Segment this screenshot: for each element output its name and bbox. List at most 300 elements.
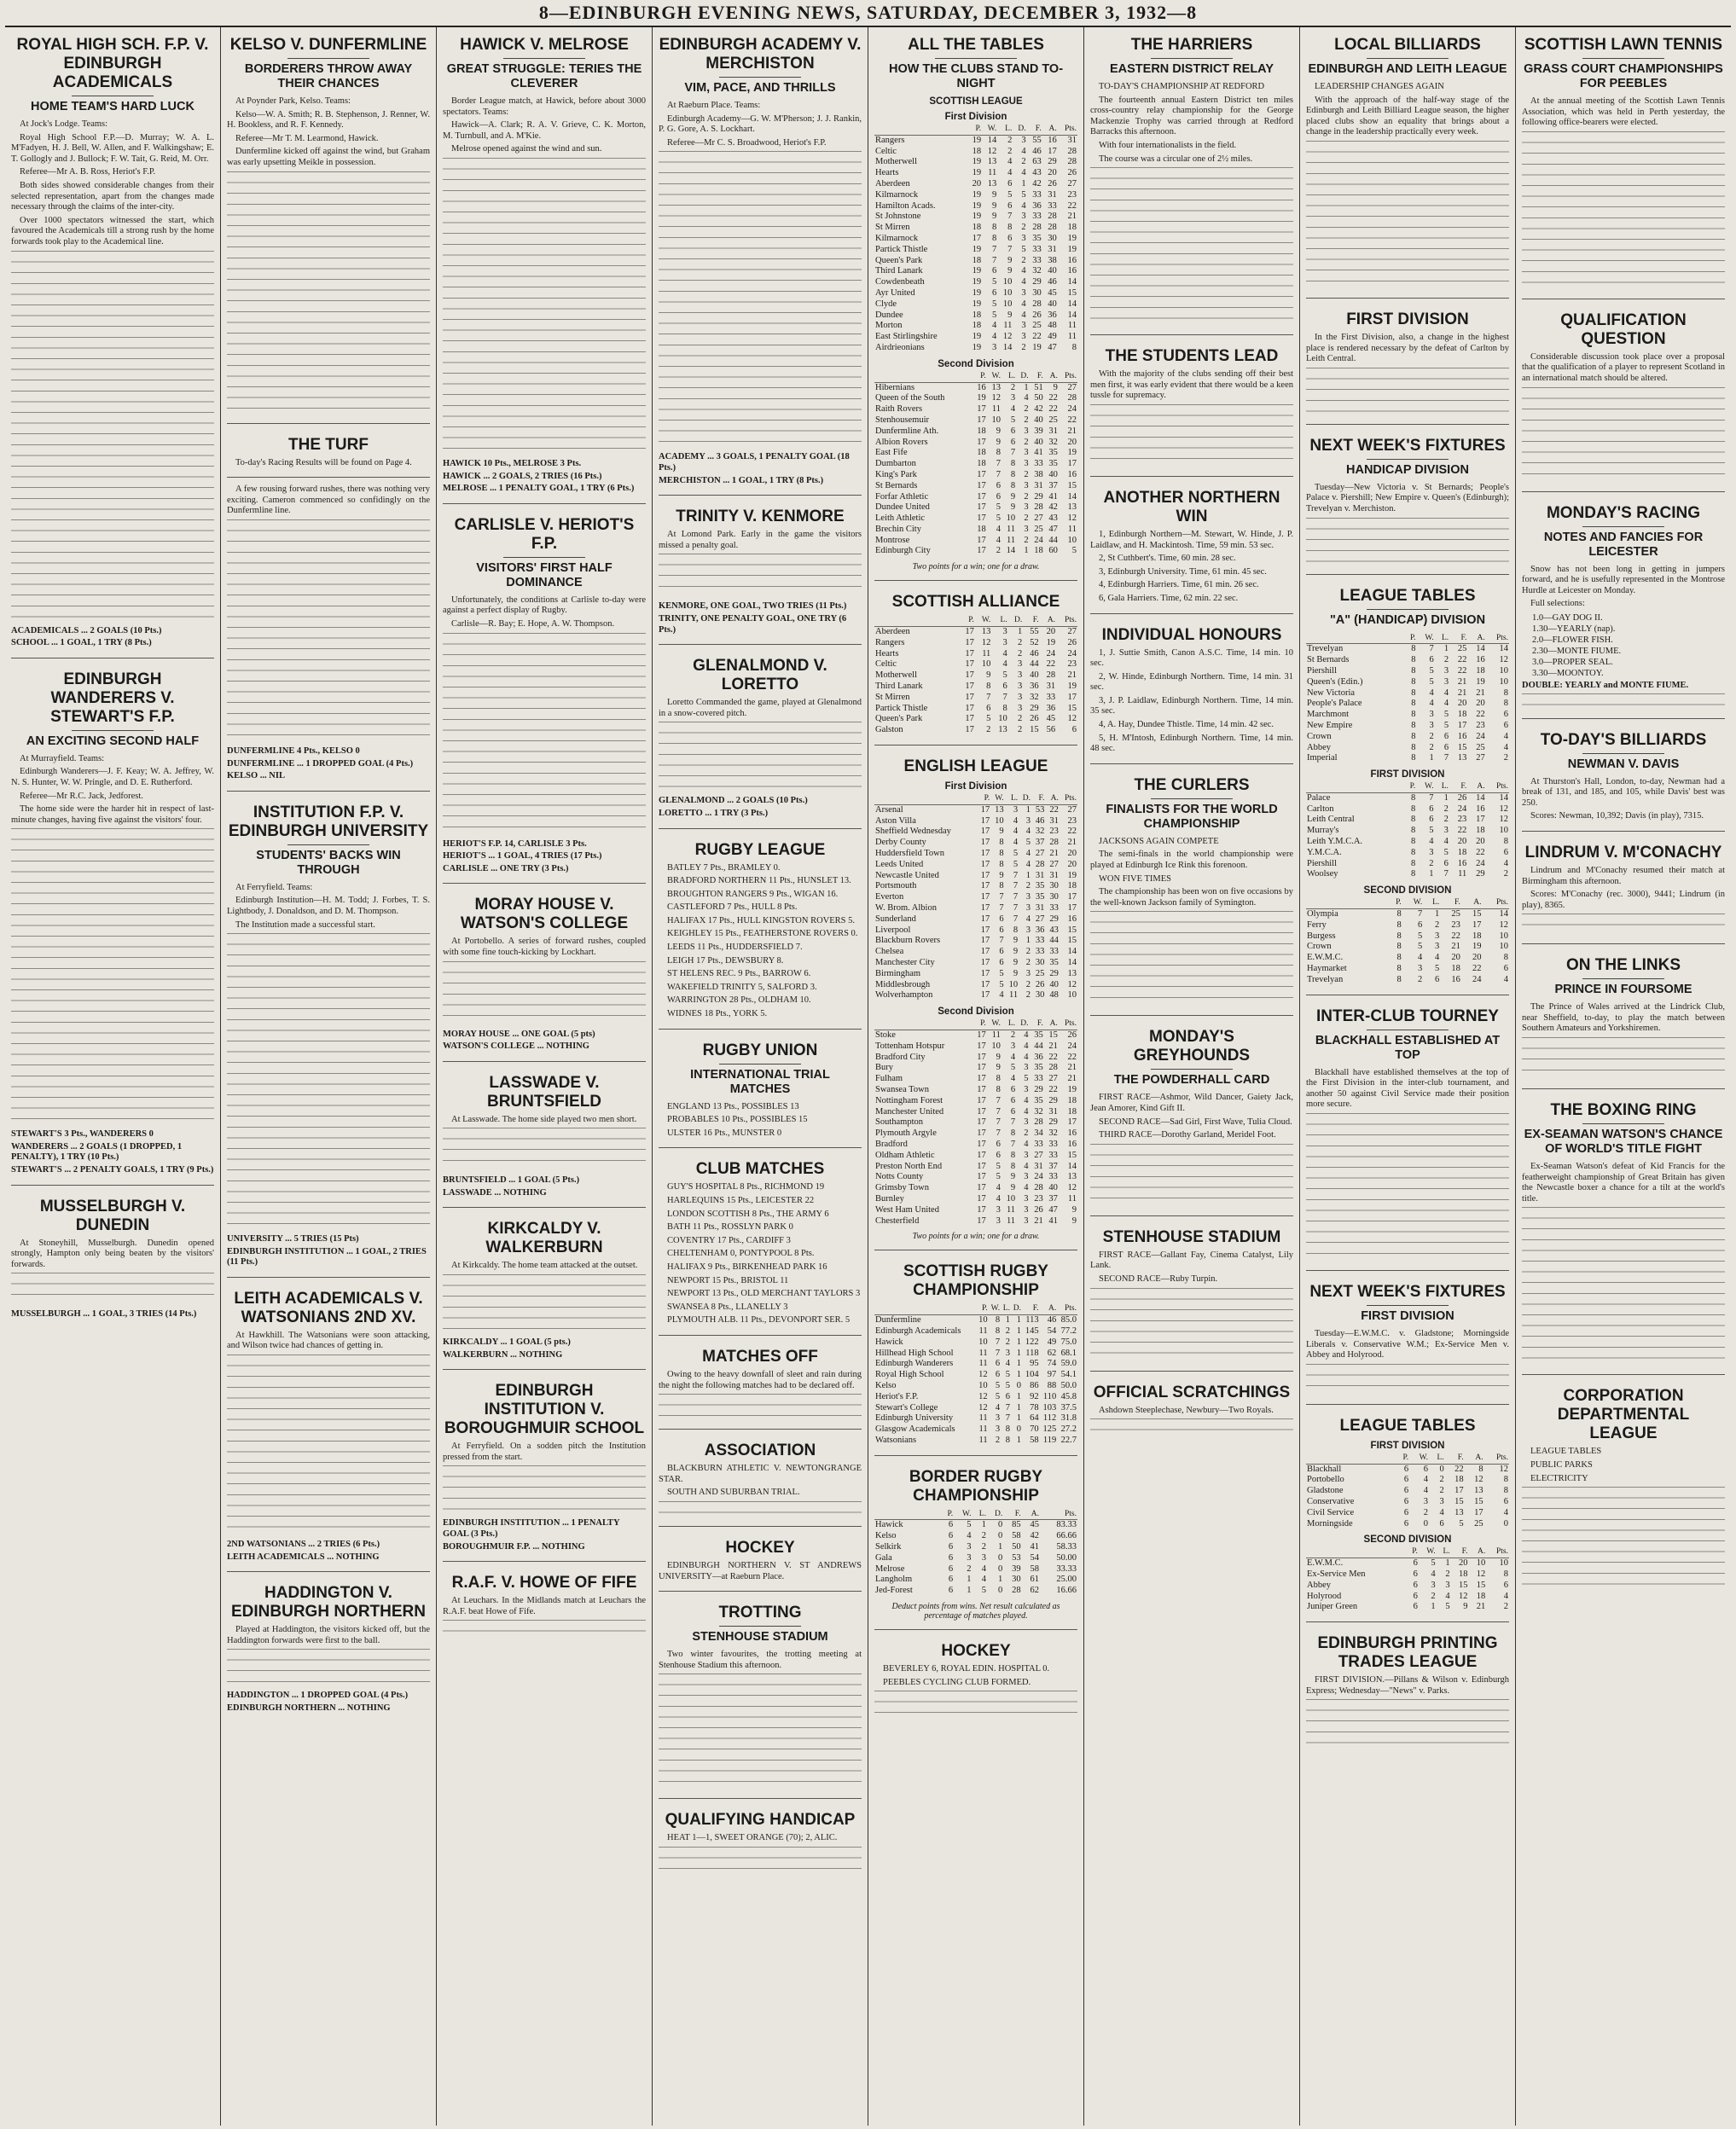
table-header-cell: A.: [1461, 897, 1483, 908]
table-cell: 2: [1025, 881, 1031, 891]
table-cell: 16: [1476, 803, 1485, 814]
table-cell: 9: [1010, 502, 1016, 513]
table-cell: 7: [1013, 903, 1019, 914]
result-line: WATSON'S COLLEGE ... NOTHING: [443, 1041, 589, 1052]
table-cell: 5: [1429, 665, 1434, 676]
table-cell: 8: [1396, 974, 1402, 984]
table-cell: 2: [1024, 1128, 1029, 1139]
table-cell: 26: [1035, 979, 1045, 989]
body-text-lines: [11, 251, 214, 621]
story: [659, 1429, 862, 1517]
table-cell: 6: [1413, 1569, 1418, 1579]
result-line: CARLISLE ... ONE TRY (3 Pts.): [443, 863, 569, 873]
story: [659, 1029, 862, 1140]
story-headline: TO-DAY'S BILLIARDS: [1540, 730, 1707, 749]
table-cell: 8: [995, 1315, 1001, 1326]
table-cell: 21: [1067, 670, 1077, 681]
story-subheadline: NOTES AND FANCIES FOR LEICESTER: [1543, 530, 1704, 559]
table-row: [874, 627, 1077, 638]
table-cell: 17: [977, 1117, 986, 1128]
table-cell: 44: [1048, 535, 1058, 545]
table-cell: 16: [1067, 1139, 1077, 1149]
body-text-lines: [227, 519, 430, 741]
divider-rule: [1582, 1123, 1663, 1124]
table-cell: 7: [1013, 870, 1019, 880]
table-cell: 9: [1007, 310, 1013, 320]
team-name: Tottenham Hotspur: [875, 1041, 945, 1051]
table-row: [874, 1349, 1077, 1360]
story-paragraph: The championship has been won on five occasions by the well-known Jackson family of Symington.: [1090, 887, 1293, 908]
table-cell: 4: [1002, 648, 1007, 658]
table-cell: 12: [1067, 513, 1077, 524]
table-cell: 5: [1025, 838, 1031, 848]
table-cell: 3: [1025, 968, 1031, 978]
team-name: Palace: [1307, 792, 1331, 803]
table-cell: 35: [1048, 448, 1058, 458]
league-table: [874, 1509, 1077, 1597]
table-cell: 8: [1411, 665, 1416, 676]
table-cell: 10: [1002, 299, 1013, 309]
table-cell: 1: [1005, 1315, 1010, 1326]
table-cell: 13: [1457, 753, 1467, 763]
table-cell: 1: [1016, 1435, 1022, 1445]
table-cell: 118: [1025, 1348, 1039, 1358]
table-cell: 12: [1499, 655, 1508, 665]
table-cell: 20: [972, 178, 982, 189]
table-cell: 2: [1439, 1486, 1444, 1496]
team-name: Trevelyan: [1307, 644, 1344, 654]
table-cell: 11: [1067, 1193, 1077, 1204]
table-row: [874, 1326, 1077, 1337]
story: [1522, 36, 1725, 290]
table-cell: 6: [999, 925, 1004, 935]
story-paragraph: HEAT 1—1, SWEET ORANGE (70); 2, ALIC.: [667, 1833, 838, 1843]
table-row: [1306, 743, 1509, 754]
story: [1306, 1621, 1509, 1747]
table-header-cell: W.: [990, 793, 1004, 804]
table-cell: 6: [999, 914, 1004, 924]
table-cell: 24: [1067, 648, 1077, 658]
table-cell: 33: [1049, 947, 1059, 957]
table-cell: 27: [1034, 1150, 1043, 1160]
league-table: [874, 371, 1077, 558]
table-cell: 22: [1451, 931, 1460, 941]
table-cell: 11: [1003, 321, 1013, 331]
team-name: East Stirlingshire: [875, 332, 938, 342]
table-cell: 23: [1067, 815, 1077, 826]
result-line: BRUNTSFIELD ... 1 GOAL (5 Pts.): [443, 1175, 580, 1186]
table-cell: 6: [1007, 233, 1013, 243]
table-cell: 5: [1071, 546, 1077, 556]
team-name: Abbey: [1307, 1580, 1331, 1590]
table-header-cell: W.: [1419, 1546, 1437, 1558]
table-cell: 7: [996, 1128, 1001, 1139]
table-cell: 7: [1005, 1413, 1010, 1424]
table-cell: 17: [1067, 903, 1077, 914]
table-cell: 6: [1443, 858, 1449, 868]
table-cell: 20: [1067, 859, 1077, 869]
table-header-cell: [1306, 1453, 1396, 1464]
body-text-lines: [1090, 404, 1293, 467]
table-cell: 32: [1048, 1128, 1058, 1139]
table-cell: 9: [1013, 947, 1019, 957]
table-header-cell: [1306, 633, 1404, 644]
table-cell: 17: [977, 1063, 986, 1073]
table-cell: 10: [981, 659, 991, 670]
table-row: [874, 871, 1077, 882]
team-name: Carlton: [1307, 803, 1334, 814]
table-row: [874, 1424, 1077, 1436]
table-cell: 33: [1032, 212, 1042, 222]
story-subheadline: EDINBURGH AND LEITH LEAGUE: [1308, 62, 1507, 76]
table-cell: 2: [1443, 815, 1449, 825]
league-table: [1306, 633, 1509, 765]
table-cell: 33: [1032, 244, 1042, 254]
table-cell: 26: [1457, 792, 1467, 803]
table-cell: 1: [1431, 1602, 1436, 1612]
table-cell: 4: [1021, 277, 1026, 287]
table-header-cell: W.: [982, 124, 997, 135]
table-cell: 17: [977, 1139, 986, 1149]
table-cell: 43: [1032, 168, 1042, 178]
result-line: EDINBURGH NORTHERN ... NOTHING: [227, 1703, 391, 1714]
team-name: Crown: [1307, 731, 1332, 741]
story: [874, 745, 1077, 1241]
table-cell: 9: [1007, 266, 1013, 276]
team-name: Rangers: [875, 135, 905, 145]
table-cell: 3: [1025, 815, 1031, 826]
table-row: [874, 470, 1077, 481]
table-row: [874, 849, 1077, 860]
body-text-lines: [443, 961, 646, 1024]
table-cell: 11: [982, 648, 991, 658]
result-line: ACADEMY ... 3 GOALS, 1 PENALTY GOAL (18 Pts.): [659, 452, 850, 473]
table-cell: 4: [1423, 1486, 1429, 1496]
table-row: [1306, 909, 1509, 920]
story-paragraph: Edinburgh Academy—G. W. M'Pherson; J. J. Rankin, P. G. Gore, A. S. Lockhart.: [659, 113, 862, 135]
table-row: [1306, 666, 1509, 677]
masthead: 8—EDINBURGH EVENING NEWS, SATURDAY, DECEMBER 3, 1932—8: [5, 0, 1731, 27]
story-subheadline: NEWMAN V. DAVIS: [1567, 757, 1680, 771]
column-5: [868, 27, 1084, 2126]
table-header-cell: F.: [1023, 615, 1039, 626]
table-cell: 4: [1423, 1475, 1429, 1485]
table-row: [874, 536, 1077, 547]
result-line: UNIVERSITY ... 5 TRIES (15 Pts): [227, 1234, 359, 1244]
table-cell: 15: [1048, 1030, 1058, 1040]
result-line: LASSWADE ... NOTHING: [443, 1187, 547, 1198]
table-row: [874, 288, 1077, 299]
table-cell: 22: [1032, 332, 1042, 342]
table-cell: 11: [1458, 869, 1467, 879]
story-paragraph: TO-DAY'S CHAMPIONSHIP AT REDFORD: [1099, 82, 1265, 91]
table-cell: 8: [1411, 699, 1416, 709]
table-section: Second Division: [938, 1006, 1014, 1018]
table-row: [1306, 964, 1509, 975]
table-cell: 15: [1067, 703, 1077, 713]
story-headline: LEAGUE TABLES: [1339, 1416, 1476, 1435]
table-cell: 29: [1049, 968, 1059, 978]
team-name: Haymarket: [1307, 964, 1347, 974]
table-cell: 42: [1034, 404, 1043, 415]
table-cell: 7: [1007, 212, 1013, 222]
table-cell: 1: [1016, 1315, 1022, 1326]
table-header-cell: Pts.: [1486, 781, 1509, 792]
table-cell: 22: [1048, 404, 1058, 415]
team-name: Partick Thistle: [875, 244, 928, 254]
team-name: Crown: [1307, 942, 1332, 952]
story-paragraph: Dunfermline kicked off against the wind, but Graham was early upsetting Meikle in possession.: [227, 147, 430, 167]
team-name: Aston Villa: [875, 815, 916, 826]
table-cell: 4: [1025, 827, 1031, 837]
table-cell: 7: [1010, 1117, 1016, 1128]
table-cell: 6: [948, 1586, 954, 1596]
table-cell: 19: [972, 189, 982, 200]
story-paragraph: WARRINGTON 28 Pts., OLDHAM 10.: [667, 995, 811, 1006]
table-cell: 3: [967, 1552, 972, 1563]
table-cell: 3: [1435, 942, 1440, 952]
story-headline: QUALIFYING HANDICAP: [665, 1811, 856, 1830]
story-headline: THE HARRIERS: [1130, 36, 1253, 54]
table-cell: 8: [1002, 703, 1007, 713]
table-row: [874, 299, 1077, 310]
table-cell: 6: [948, 1575, 954, 1585]
story-paragraph: Snow has not been long in getting in jumpers forward, and he is usefully represented in the Montrose Hurdle at Leicester on Monday.: [1522, 564, 1725, 595]
table-cell: 2: [981, 1542, 986, 1552]
table-header-cell: F.: [1449, 781, 1467, 792]
table-row: [1306, 859, 1509, 870]
table-cell: 17: [965, 627, 974, 637]
divider-rule: [503, 58, 584, 59]
table-row: [1306, 1558, 1509, 1569]
team-name: Holyrood: [1307, 1591, 1342, 1601]
table-header-cell: P.: [1404, 633, 1417, 644]
table-cell: 18: [1067, 1095, 1077, 1105]
body-text-lines: [659, 1501, 862, 1517]
table-cell: 17: [980, 838, 990, 848]
team-name: Plymouth Argyle: [875, 1128, 937, 1139]
story-paragraph: The semi-finals in the world championship were played at Edinburgh Ice Rink this forenoon.: [1090, 850, 1293, 871]
divider-rule: [1582, 753, 1663, 754]
table-cell: 75.0: [1060, 1337, 1077, 1347]
table-cell: 23: [1457, 815, 1467, 825]
table-cell: 10: [1499, 942, 1508, 952]
table-cell: 1: [967, 1575, 972, 1585]
team-name: Bradford: [875, 1139, 908, 1149]
result-line: DUNFERMLINE 4 Pts., KELSO 0: [227, 745, 360, 756]
team-name: Third Lanark: [875, 682, 923, 692]
table-cell: 33: [1032, 255, 1042, 265]
team-name: Blackburn Rovers: [875, 936, 941, 946]
table-cell: 2: [1021, 255, 1026, 265]
team-name: Swansea Town: [875, 1084, 929, 1094]
team-name: Dunfermline: [875, 1315, 921, 1326]
table-row: [1306, 677, 1509, 688]
story: [1090, 613, 1293, 755]
table-cell: 2: [1503, 869, 1508, 879]
story: [1090, 763, 1293, 1007]
table-cell: 17: [1067, 892, 1077, 902]
team-name: People's Palace: [1307, 699, 1362, 709]
table-cell: 104: [1025, 1370, 1039, 1380]
table-cell: 21: [1067, 212, 1077, 222]
table-cell: 15: [1457, 742, 1467, 752]
body-text-lines: [443, 633, 646, 834]
table-cell: 9: [1007, 255, 1013, 265]
team-name: East Fife: [875, 448, 908, 458]
story-headline: CORPORATION DEPARTMENTAL LEAGUE: [1557, 1387, 1690, 1443]
table-cell: 1: [1016, 1402, 1022, 1413]
table-cell: 5: [1021, 244, 1026, 254]
story-paragraph: PLYMOUTH ALB. 11 Pts., DEVONPORT SER. 5: [667, 1315, 851, 1326]
table-cell: 2: [1423, 1507, 1429, 1517]
table-cell: 15: [1458, 1580, 1468, 1590]
team-name: Gladstone: [1307, 1486, 1344, 1496]
table-cell: 112: [1042, 1413, 1057, 1424]
table-header-cell: P.: [1404, 781, 1417, 792]
table-header-cell: [874, 1018, 973, 1030]
table-cell: 3: [1021, 233, 1026, 243]
table-cell: 11: [978, 1413, 988, 1424]
story-paragraph: Edinburgh Wanderers—J. F. Keay; W. A. Jeffrey, W. N. S. Hunter, W. W. Pringle, and D. E. Rutherford.: [11, 767, 214, 787]
team-name: Hawick: [875, 1337, 903, 1347]
table-cell: 17: [980, 881, 990, 891]
table-cell: 3: [1017, 670, 1023, 681]
team-name: Civil Service: [1307, 1507, 1355, 1517]
table-cell: 5: [1418, 931, 1423, 941]
table-cell: 19: [972, 342, 982, 352]
table-cell: 40: [1048, 266, 1057, 276]
team-name: E.W.M.C.: [1307, 953, 1344, 963]
table-cell: 10: [1002, 277, 1013, 287]
table-cell: 0: [1423, 1518, 1429, 1529]
story-headline: INSTITUTION F.P. V. EDINBURGH UNIVERSITY: [228, 803, 429, 840]
table-cell: 51: [1034, 382, 1043, 392]
team-name: Hawick: [875, 1520, 903, 1530]
table-cell: 22: [1067, 200, 1077, 211]
table-cell: 3: [1024, 524, 1029, 534]
table-cell: 11: [1007, 524, 1016, 534]
story: [1090, 1215, 1293, 1362]
table-cell: 12: [1499, 815, 1508, 825]
story-paragraph: At Poynder Park, Kelso. Teams:: [235, 96, 351, 106]
team-name: Portsmouth: [875, 881, 917, 891]
table-cell: 4: [1021, 310, 1026, 320]
table-cell: 18: [977, 459, 986, 469]
table-cell: 6: [996, 491, 1001, 502]
team-name: Dundee United: [875, 502, 930, 513]
table-row: [874, 1096, 1077, 1107]
table-cell: 35: [1034, 1030, 1043, 1040]
story-paragraph: The home side were the harder hit in respect of last-minute changes, having five against the visitors' four.: [11, 804, 214, 825]
table-cell: 9: [996, 437, 1001, 447]
table-cell: 6: [1439, 1518, 1444, 1529]
table-cell: 42: [1030, 1531, 1040, 1541]
team-name: Raith Rovers: [875, 404, 923, 415]
table-header-cell: [874, 793, 977, 804]
table-row: [874, 638, 1077, 649]
table-cell: 125: [1042, 1424, 1057, 1435]
team-name: Morton: [875, 321, 903, 331]
table-cell: 27: [1048, 1074, 1058, 1084]
team-name: Leeds United: [875, 859, 924, 869]
story-paragraph: HALIFAX 17 Pts., HULL KINGSTON ROVERS 5.: [667, 915, 856, 925]
table-row: [1306, 732, 1509, 743]
table-cell: 7: [991, 244, 997, 254]
team-name: Trevelyan: [1307, 974, 1344, 984]
table-cell: 3: [1017, 682, 1023, 692]
table-row: [874, 1436, 1077, 1447]
story-headline: INTER-CLUB TOURNEY: [1316, 1006, 1499, 1025]
table-cell: 22: [1067, 415, 1077, 425]
table-cell: 4: [1021, 168, 1026, 178]
table-cell: 19: [972, 135, 982, 145]
team-name: Preston North End: [875, 1161, 943, 1171]
team-name: Derby County: [875, 838, 926, 848]
table-cell: 3: [1024, 1150, 1029, 1160]
table-cell: 4: [1010, 1052, 1016, 1062]
table-cell: 33: [1035, 936, 1045, 946]
team-name: Stoke: [875, 1030, 896, 1040]
table-cell: 70: [1030, 1424, 1039, 1435]
table-cell: 45: [1046, 714, 1056, 724]
table-header-cell: P.: [977, 793, 990, 804]
table-row: [874, 1216, 1077, 1227]
story-headline: THE CURLERS: [1134, 775, 1250, 794]
table-cell: 12: [1458, 1591, 1468, 1601]
table-cell: 6: [1429, 655, 1434, 665]
table-header-cell: A.: [1040, 1303, 1058, 1314]
table-cell: 4: [967, 1531, 972, 1541]
table-header-cell: Pts.: [1057, 1303, 1077, 1314]
story-paragraph: LONDON SCOTTISH 8 Pts., THE ARMY 6: [667, 1209, 829, 1219]
table-cell: 29: [1476, 869, 1485, 879]
story-headline: CARLISLE V. HERIOT'S F.P.: [454, 515, 635, 553]
table-cell: 41: [1030, 1542, 1040, 1552]
table-cell: 48: [1049, 990, 1059, 1001]
table-row: [1306, 826, 1509, 837]
table-cell: 31: [1049, 815, 1059, 826]
story-headline: TRINITY V. KENMORE: [676, 508, 845, 526]
column-8: [1516, 27, 1731, 2126]
story-headline: MONDAY'S GREYHOUNDS: [1133, 1028, 1251, 1065]
table-cell: 1: [981, 1520, 986, 1530]
story-paragraph: SECOND RACE—Ruby Turpin.: [1099, 1273, 1218, 1284]
story: [443, 1561, 646, 1641]
table-cell: 35: [1035, 892, 1045, 902]
table-cell: 5: [1418, 942, 1423, 952]
table-header-cell: L.: [1437, 1546, 1451, 1558]
table-row: [874, 321, 1077, 332]
table-cell: 4: [999, 990, 1004, 1001]
table-cell: 4: [1005, 1359, 1010, 1369]
table-row: [874, 804, 1077, 815]
table-cell: 50: [1034, 393, 1043, 403]
team-name: Chelsea: [875, 947, 904, 957]
table-cell: 3: [1024, 459, 1029, 469]
story-paragraph: Tuesday—New Victoria v. St Bernards; People's Palace v. Piershill; New Empire v. Queen's (Edinburgh); Trevelyan v. Merchiston.: [1306, 482, 1509, 513]
table-cell: 5: [996, 1172, 1001, 1182]
table-cell: 18: [1067, 1106, 1077, 1117]
table-cell: 7: [996, 1117, 1001, 1128]
table-cell: 12: [1474, 1475, 1483, 1485]
story: [1306, 36, 1509, 289]
table-row: [1306, 1508, 1509, 1519]
story-paragraph: At Hawkhill. The Watsonians were soon attacking, and Wilson twice had chances of getting in.: [227, 1330, 430, 1351]
table-cell: 14: [1067, 277, 1077, 287]
table-cell: 18: [972, 321, 982, 331]
table-cell: 9: [1071, 1204, 1077, 1215]
